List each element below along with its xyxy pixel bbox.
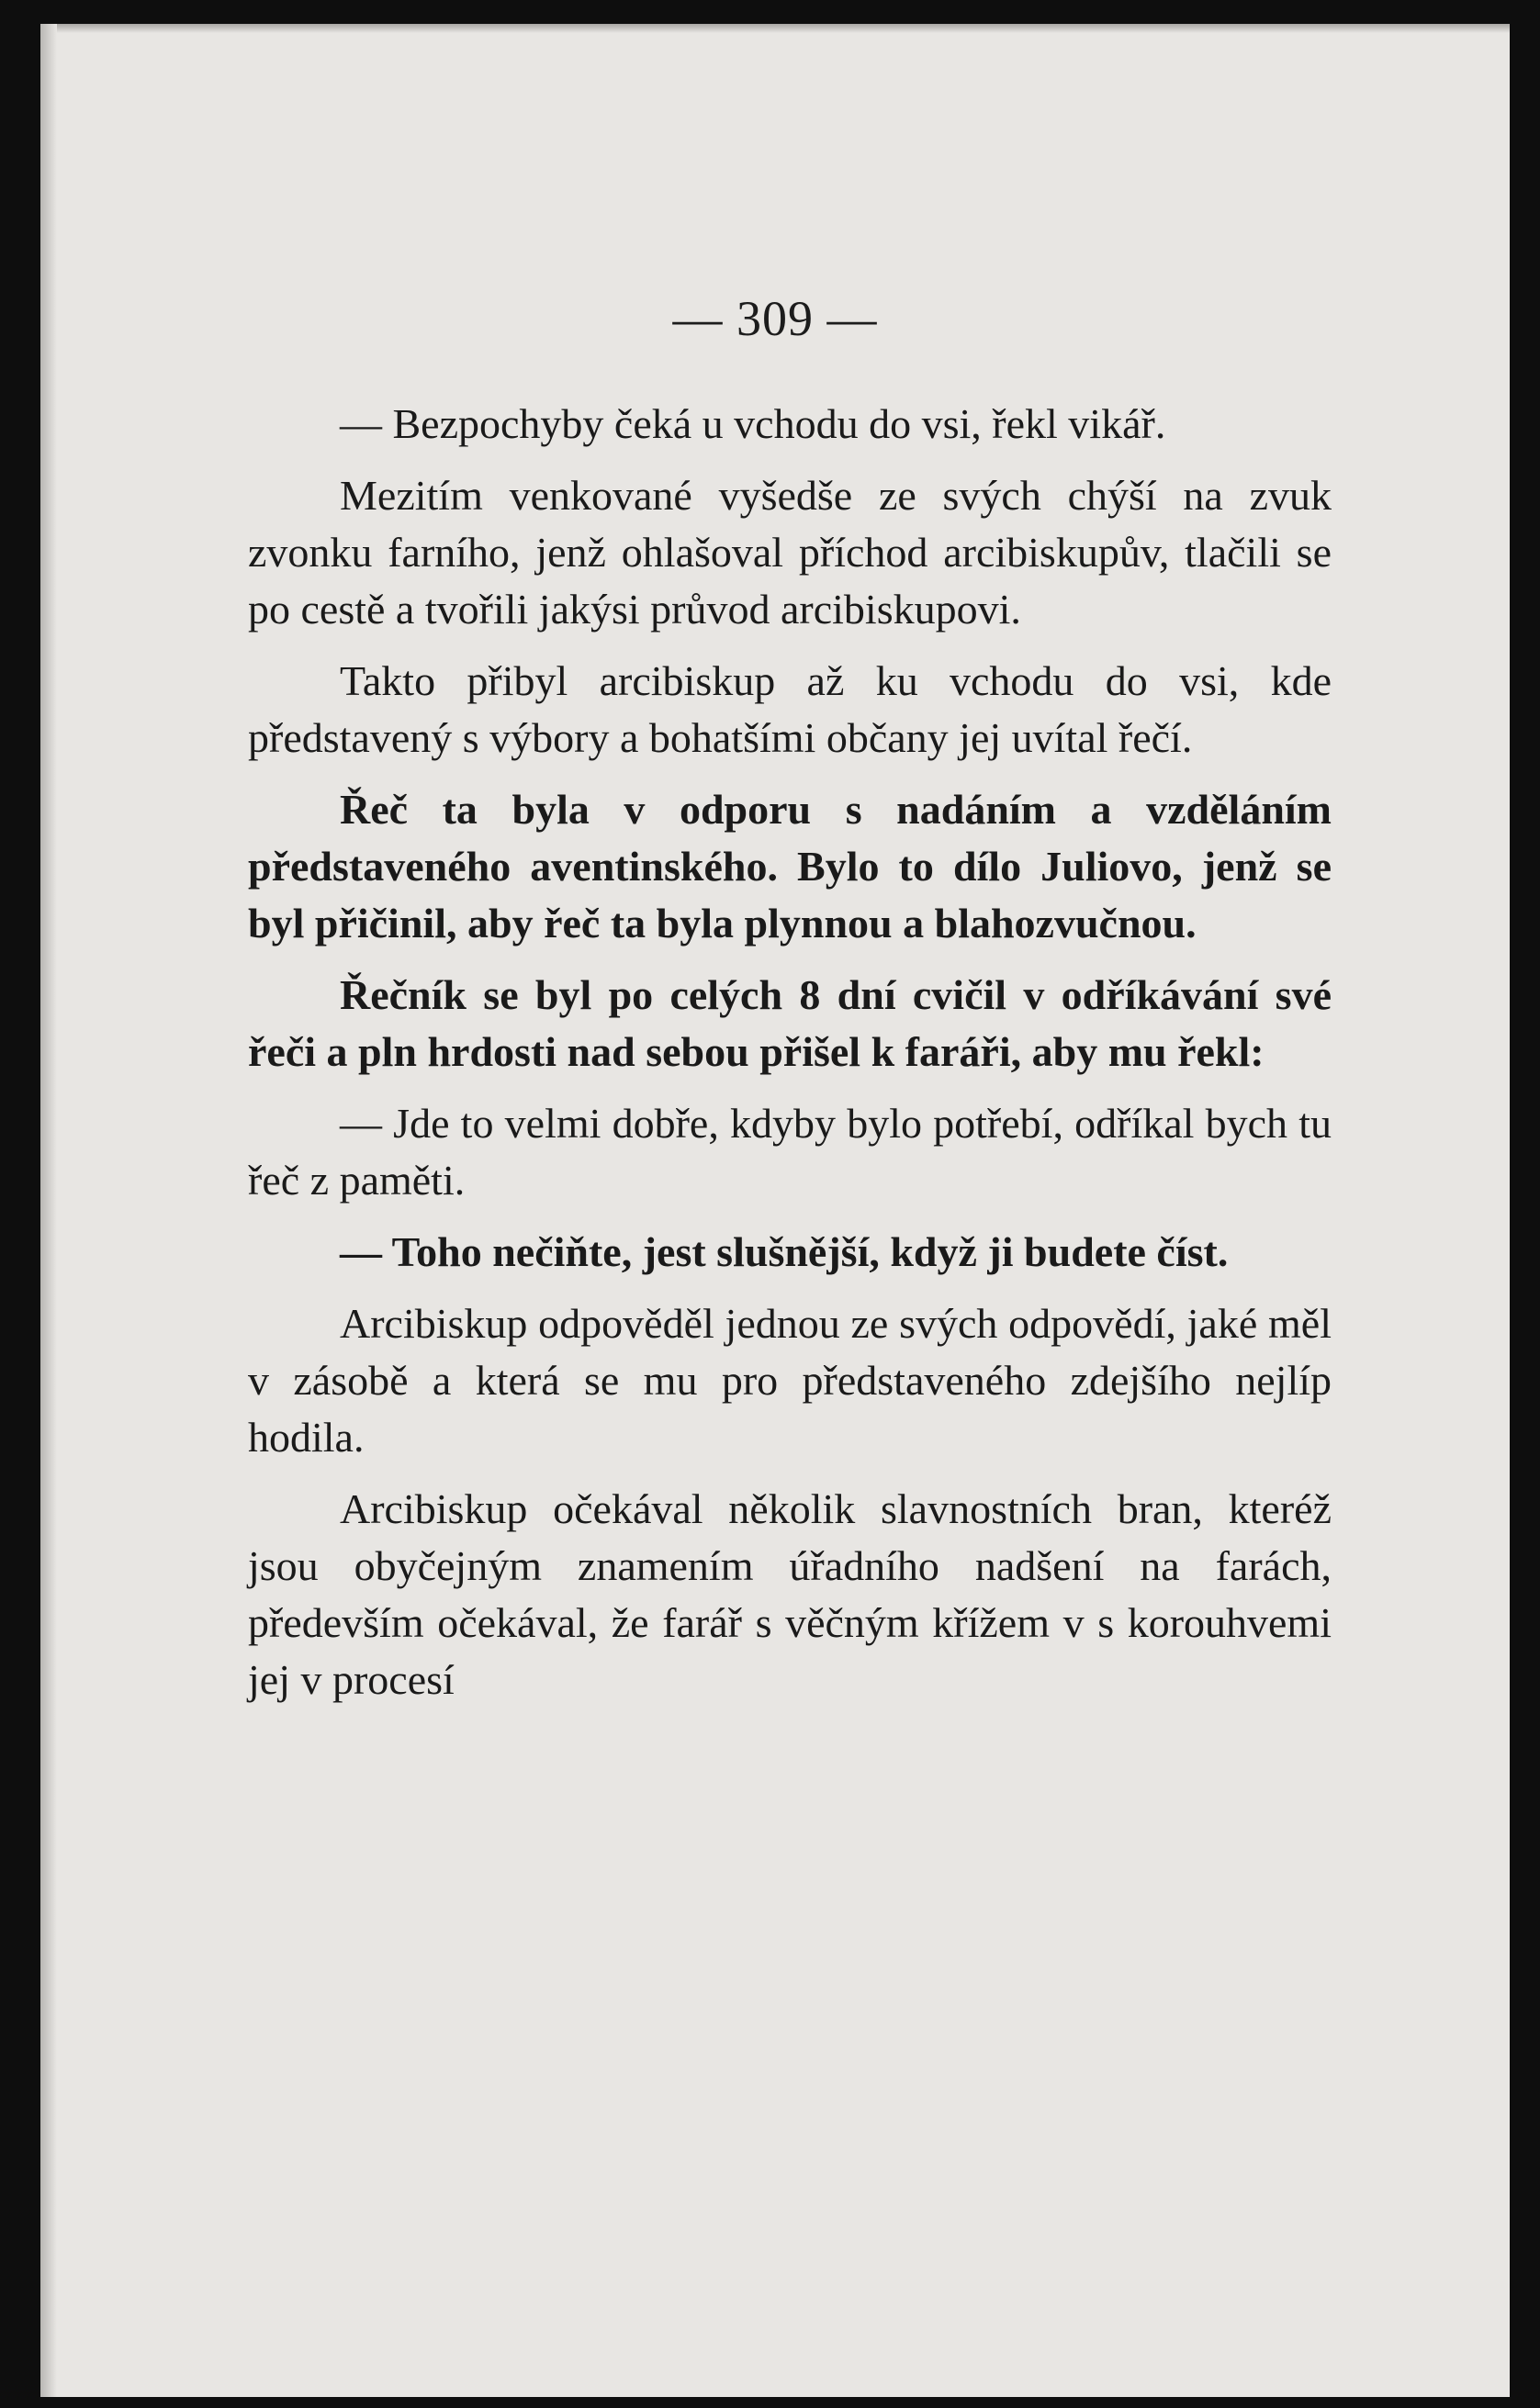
paragraph-2: Mezitím venkované vyšedše ze svých chýší na zvuk zvonku farního, jenž ohlašoval příchod arcibiskupův, tlačili se po cestě a tvořili jakýsi průvod arcibiskupovi. [248, 472, 1332, 633]
body-text [248, 396, 1332, 1723]
page-fold-edge [40, 24, 57, 2397]
paragraph-4: Řeč ta byla v odporu s nadáním a vzděláním představeného aventinského. Bylo to dílo Juliovo, jenž se byl přičinil, aby řeč ta byla plynnou a blahozvučnou. [248, 786, 1332, 946]
page-number: — 309 — [672, 291, 878, 346]
paragraph-8: Arcibiskup odpověděl jednou ze svých odpovědí, jaké měl v zásobě a která se mu pro představeného zdejšího nejlíp hodila. [248, 1300, 1332, 1461]
paragraph-7: — Toho nečiňte, jest slušnější, když ji budete číst. [340, 1228, 1229, 1275]
book-page [40, 24, 1510, 2397]
paragraph-1: — Bezpochyby čeká u vchodu do vsi, řekl vikář. [340, 400, 1166, 447]
paragraph-9: Arcibiskup očekával několik slavnostních bran, kteréž jsou obyčejným znamením úřadního nadšení na farách, především očekával, že farář s věčným křížem v s korouhvemi jej v procesí [248, 1485, 1332, 1703]
page-top-edge [40, 24, 1510, 33]
paragraph-6: — Jde to velmi dobře, kdyby bylo potřebí, odříkal bych tu řeč z paměti. [248, 1100, 1332, 1204]
paragraph-3: Takto přibyl arcibiskup až ku vchodu do vsi, kde představený s výbory a bohatšími občany jej uvítal řečí. [248, 657, 1332, 761]
paragraph-5: Řečník se byl po celých 8 dní cvičil v odříkávání své řeči a pln hrdosti nad sebou přišel k faráři, aby mu řekl: [248, 971, 1332, 1075]
